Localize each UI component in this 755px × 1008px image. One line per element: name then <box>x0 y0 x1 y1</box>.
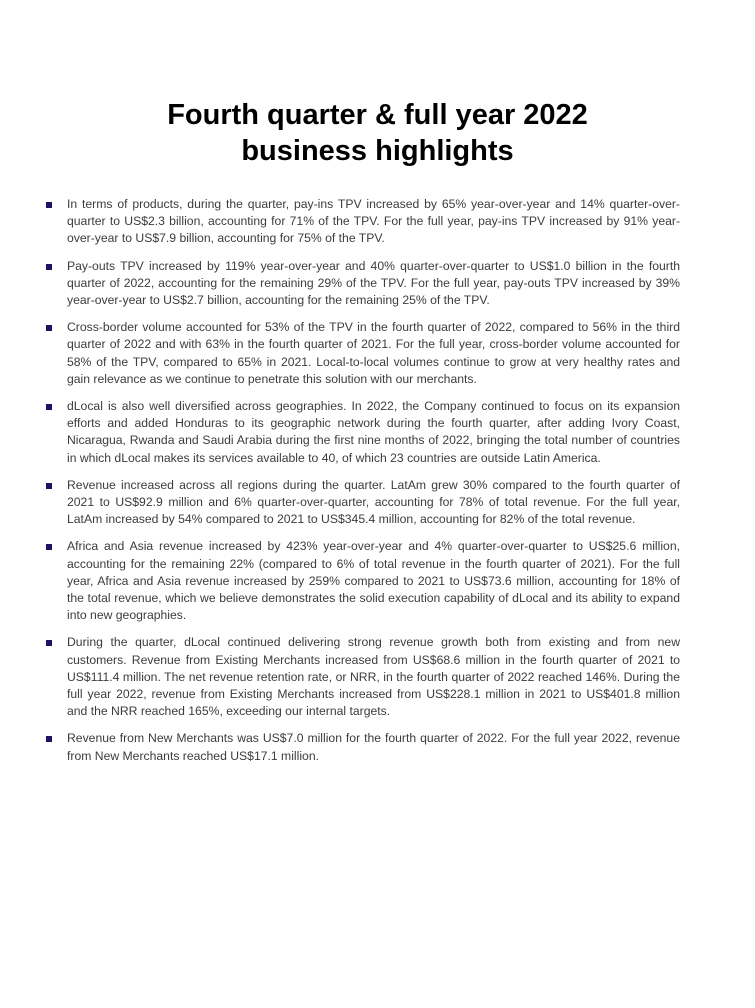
square-bullet-icon <box>46 483 52 489</box>
list-item-text: dLocal is also well diversified across geographies. In 2022, the Company continued to focus on its expansion efforts and added Honduras to its geographic network during the fourth quarter, after adding Ivory Coast, Nicaragua, Rwanda and Saudi Arabia during the first nine months of 2022, bringing the total number of countries in which dLocal makes its services available to 40, of which 23 countries are outside Latin America. <box>67 399 680 465</box>
list-item <box>44 196 680 248</box>
square-bullet-icon <box>46 544 52 550</box>
list-item-text: Cross-border volume accounted for 53% of the TPV in the fourth quarter of 2022, compared to 56% in the third quarter of 2022 and with 63% in the fourth quarter of 2021. For the full year, cross-border volume accounted for 58% of the TPV, compared to 65% in 2021. Local-to-local volumes continue to grow at very healthy rates and gain relevance as we continue to penetrate this solution with our merchants. <box>67 320 680 386</box>
list-item-text: Revenue increased across all regions during the quarter. LatAm grew 30% compared to the fourth quarter of 2021 to US$92.9 million and 6% quarter-over-quarter, accounting for 78% of total revenue. For the full year, LatAm increased by 54% compared to 2021 to US$345.4 million, accounting for 82% of the total revenue. <box>67 477 680 527</box>
square-bullet-icon <box>46 325 52 331</box>
list-item <box>44 538 680 624</box>
title-line-1: Fourth quarter & full year 2022 <box>167 99 588 131</box>
square-bullet-icon <box>46 640 52 646</box>
list-item <box>44 730 680 764</box>
list-item-text: Pay-outs TPV increased by 119% year-over-year and 40% quarter-over-quarter to US$1.0 billion in the fourth quarter of 2022, accounting for the remaining 29% of the TPV. For the full year, pay-outs TPV increased by 39% year-over-year to US$2.7 billion, accounting for the remaining 25% of the TPV. <box>67 258 680 308</box>
square-bullet-icon <box>46 404 52 410</box>
list-item-text: Revenue from New Merchants was US$7.0 million for the fourth quarter of 2022. For the full year 2022, revenue from New Merchants reached US$17.1 million. <box>67 731 680 763</box>
square-bullet-icon <box>46 202 52 208</box>
list-item <box>44 319 680 388</box>
list-item <box>44 477 680 529</box>
title-line-2: business highlights <box>241 135 514 167</box>
list-item-text: In terms of products, during the quarter, pay-ins TPV increased by 65% year-over-year and 14% quarter-over-quarter to US$2.3 billion, accounting for 71% of the TPV. For the full year, pay-ins TPV increased by 91% year-over-year to US$7.9 billion, accounting for 75% of the TPV. <box>67 197 680 246</box>
square-bullet-icon <box>46 264 52 270</box>
list-item-text: Africa and Asia revenue increased by 423% year-over-year and 4% quarter-over-quarter to US$25.6 million, accounting for the remaining 22% (compared to 6% of total revenue in the fourth quarter of 2021). For the full year, Africa and Asia revenue increased by 259% compared to 2021 to US$73.6 million, accounting for 18% of the total revenue, which we believe demonstrates the solid execution capability of dLocal and its ability to expand into new geographies. <box>67 539 680 623</box>
list-item-text: During the quarter, dLocal continued delivering strong revenue growth both from existing and from new customers. Revenue from Existing Merchants increased from US$68.6 million in the fourth quarter of 2021 to US$111.4 million. The net revenue retention rate, or NRR, in the fourth quarter of 2022 reached 146%. During the full year 2022, revenue from Existing Merchants increased from US$228.1 million in 2021 to US$401.8 million and the NRR reached 165%, exceeding our internal targets. <box>67 635 680 719</box>
page-title <box>0 97 755 169</box>
highlights-list <box>44 196 680 775</box>
list-item <box>44 634 680 720</box>
list-item <box>44 258 680 310</box>
square-bullet-icon <box>46 736 52 742</box>
list-item <box>44 398 680 467</box>
